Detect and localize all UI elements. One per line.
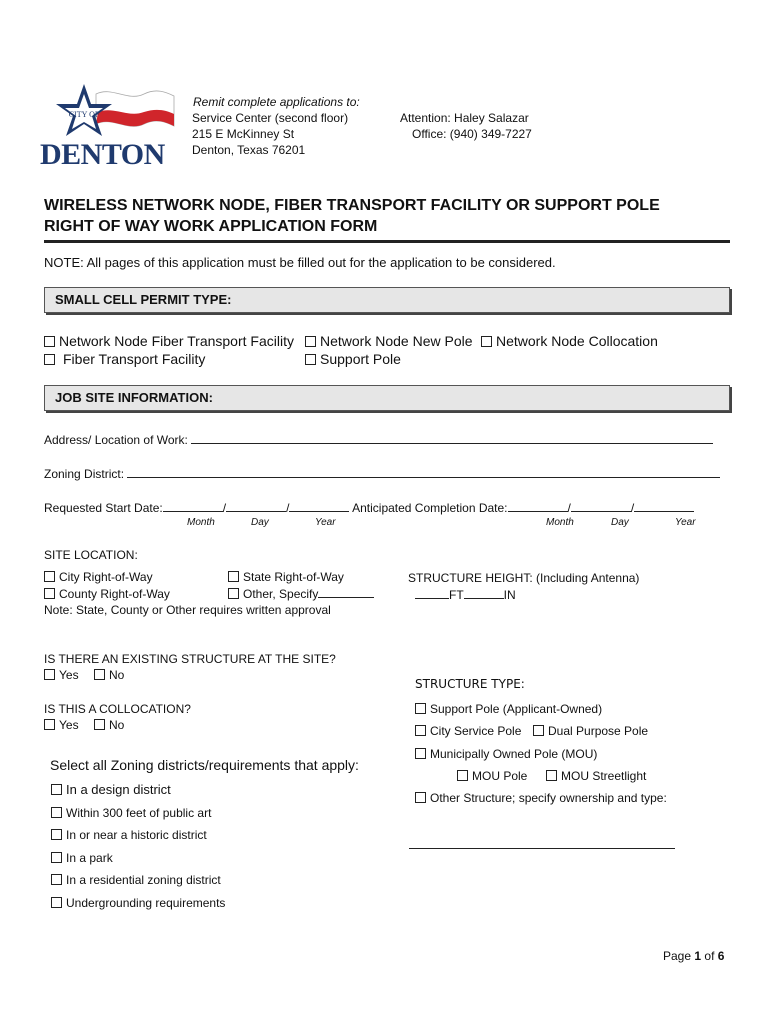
- checkbox[interactable]: [51, 874, 62, 885]
- address-label: Address/ Location of Work:: [44, 433, 188, 447]
- zoning-reqs-label: Select all Zoning districts/requirements that apply:: [50, 757, 359, 773]
- zoning-option-historic[interactable]: In or near a historic district: [51, 828, 207, 842]
- checkbox[interactable]: [305, 336, 316, 347]
- start-date-label: Requested Start Date:: [44, 501, 163, 515]
- existing-no[interactable]: No: [94, 668, 124, 682]
- remit-line-1: Service Center (second floor): [192, 111, 349, 125]
- attention-name: Attention: Haley Salazar: [400, 111, 529, 125]
- option-county-row[interactable]: County Right-of-Way: [44, 587, 170, 601]
- option-network-node-fiber[interactable]: Network Node Fiber Transport Facility: [44, 333, 294, 349]
- completion-month-caption: Month: [546, 517, 574, 528]
- structure-height-row: [415, 588, 516, 602]
- structure-option-city-service-pole[interactable]: City Service Pole: [415, 724, 521, 738]
- completion-date-label: Anticipated Completion Date:: [352, 501, 508, 515]
- structure-option-mou-pole[interactable]: MOU Pole: [457, 769, 527, 783]
- address-row: [44, 433, 713, 447]
- option-network-node-collocation[interactable]: Network Node Collocation: [481, 333, 658, 349]
- completion-day-caption: Day: [611, 517, 629, 528]
- structure-type-label: STRUCTURE TYPE:: [415, 677, 525, 691]
- checkbox[interactable]: [415, 703, 426, 714]
- site-location-note: Note: State, County or Other requires written approval: [44, 603, 331, 617]
- option-city-row[interactable]: City Right-of-Way: [44, 570, 153, 584]
- existing-structure-question: IS THERE AN EXISTING STRUCTURE AT THE SITE?: [44, 652, 336, 666]
- checkbox[interactable]: [44, 336, 55, 347]
- option-network-node-new-pole[interactable]: Network Node New Pole: [305, 333, 473, 349]
- remit-line-3: Denton, Texas 76201: [192, 143, 306, 157]
- checkbox[interactable]: [305, 354, 316, 365]
- structure-option-support-pole[interactable]: Support Pole (Applicant-Owned): [415, 702, 602, 716]
- checkbox[interactable]: [51, 852, 62, 863]
- collocation-yes[interactable]: Yes: [44, 718, 79, 732]
- checkbox[interactable]: [44, 719, 55, 730]
- attention-office: Office: (940) 349-7227: [412, 127, 532, 141]
- page-total: 6: [717, 949, 725, 963]
- checkbox[interactable]: [533, 725, 544, 736]
- remit-heading: Remit complete applications to:: [193, 95, 360, 109]
- zoning-row: [44, 467, 720, 481]
- checkbox[interactable]: [51, 784, 62, 795]
- structure-option-mou[interactable]: Municipally Owned Pole (MOU): [415, 747, 597, 761]
- zoning-option-park[interactable]: In a park: [51, 851, 113, 865]
- structure-option-dual-purpose-pole[interactable]: Dual Purpose Pole: [533, 724, 648, 738]
- start-year-input[interactable]: [289, 511, 349, 512]
- zoning-option-undergrounding[interactable]: Undergrounding requirements: [51, 896, 225, 910]
- structure-height-label: STRUCTURE HEIGHT: (Including Antenna): [408, 571, 640, 585]
- other-structure-input[interactable]: [409, 836, 675, 849]
- checkbox[interactable]: [415, 748, 426, 759]
- logo-big-text: DENTON: [40, 138, 165, 171]
- zoning-label: Zoning District:: [44, 467, 125, 481]
- start-month-input[interactable]: [163, 511, 223, 512]
- city-logo: [40, 82, 180, 170]
- height-in-input[interactable]: [464, 598, 504, 599]
- checkbox[interactable]: [228, 571, 239, 582]
- option-support-pole[interactable]: Support Pole: [305, 351, 401, 367]
- in-unit: IN: [503, 588, 516, 602]
- zoning-input[interactable]: [127, 477, 720, 478]
- permit-type-header: SMALL CELL PERMIT TYPE:: [44, 287, 730, 313]
- checkbox[interactable]: [457, 770, 468, 781]
- checkbox[interactable]: [94, 669, 105, 680]
- completion-year-caption: Year: [675, 517, 696, 528]
- start-day-input[interactable]: [226, 511, 286, 512]
- height-ft-input[interactable]: [415, 598, 449, 599]
- page-word: Page: [663, 949, 692, 963]
- checkbox[interactable]: [415, 792, 426, 803]
- collocation-question: IS THIS A COLLOCATION?: [44, 702, 191, 716]
- form-title-line-1: WIRELESS NETWORK NODE, FIBER TRANSPORT FACILITY OR SUPPORT POLE: [44, 197, 660, 214]
- start-day-caption: Day: [251, 517, 269, 528]
- page-number: [663, 949, 724, 963]
- structure-option-mou-streetlight[interactable]: MOU Streetlight: [546, 769, 646, 783]
- job-site-header: JOB SITE INFORMATION:: [44, 385, 730, 411]
- checkbox[interactable]: [51, 829, 62, 840]
- start-year-caption: Year: [315, 517, 336, 528]
- option-state-row[interactable]: State Right-of-Way: [228, 570, 344, 584]
- completion-day-input[interactable]: [571, 511, 631, 512]
- checkbox[interactable]: [481, 336, 492, 347]
- checkbox[interactable]: [44, 571, 55, 582]
- checkbox[interactable]: [94, 719, 105, 730]
- completion-month-input[interactable]: [508, 511, 568, 512]
- checkbox[interactable]: [228, 588, 239, 599]
- option-other-specify[interactable]: Other, Specify: [228, 587, 374, 601]
- start-month-caption: Month: [187, 517, 215, 528]
- other-specify-input[interactable]: [318, 597, 374, 598]
- checkbox[interactable]: [546, 770, 557, 781]
- existing-yes[interactable]: Yes: [44, 668, 79, 682]
- address-input[interactable]: [191, 443, 713, 444]
- zoning-option-residential[interactable]: In a residential zoning district: [51, 873, 221, 887]
- of-word: of: [704, 949, 715, 963]
- checkbox[interactable]: [415, 725, 426, 736]
- checkbox[interactable]: [44, 354, 55, 365]
- structure-option-other[interactable]: Other Structure; specify ownership and type:: [415, 791, 667, 805]
- site-location-label: SITE LOCATION:: [44, 548, 138, 562]
- page-current: 1: [694, 949, 702, 963]
- form-note: NOTE: All pages of this application must be filled out for the application to be considered.: [44, 255, 556, 270]
- checkbox[interactable]: [44, 669, 55, 680]
- ft-unit: FT: [449, 588, 464, 602]
- option-fiber-transport-facility[interactable]: Fiber Transport Facility: [44, 351, 205, 367]
- logo-small-text: CITY OF: [68, 110, 100, 119]
- completion-year-input[interactable]: [634, 511, 694, 512]
- checkbox[interactable]: [44, 588, 55, 599]
- checkbox[interactable]: [51, 807, 62, 818]
- collocation-no[interactable]: No: [94, 718, 124, 732]
- start-date-row: Requested Start Date: / / Anticipated Completion Date: / /: [44, 501, 694, 515]
- checkbox[interactable]: [51, 897, 62, 908]
- zoning-option-design[interactable]: In a design district: [51, 782, 171, 797]
- zoning-option-public-art[interactable]: Within 300 feet of public art: [51, 806, 211, 820]
- title-rule: [44, 240, 730, 243]
- remit-line-2: 215 E McKinney St: [192, 127, 295, 141]
- form-title-line-2: RIGHT OF WAY WORK APPLICATION FORM: [44, 218, 378, 235]
